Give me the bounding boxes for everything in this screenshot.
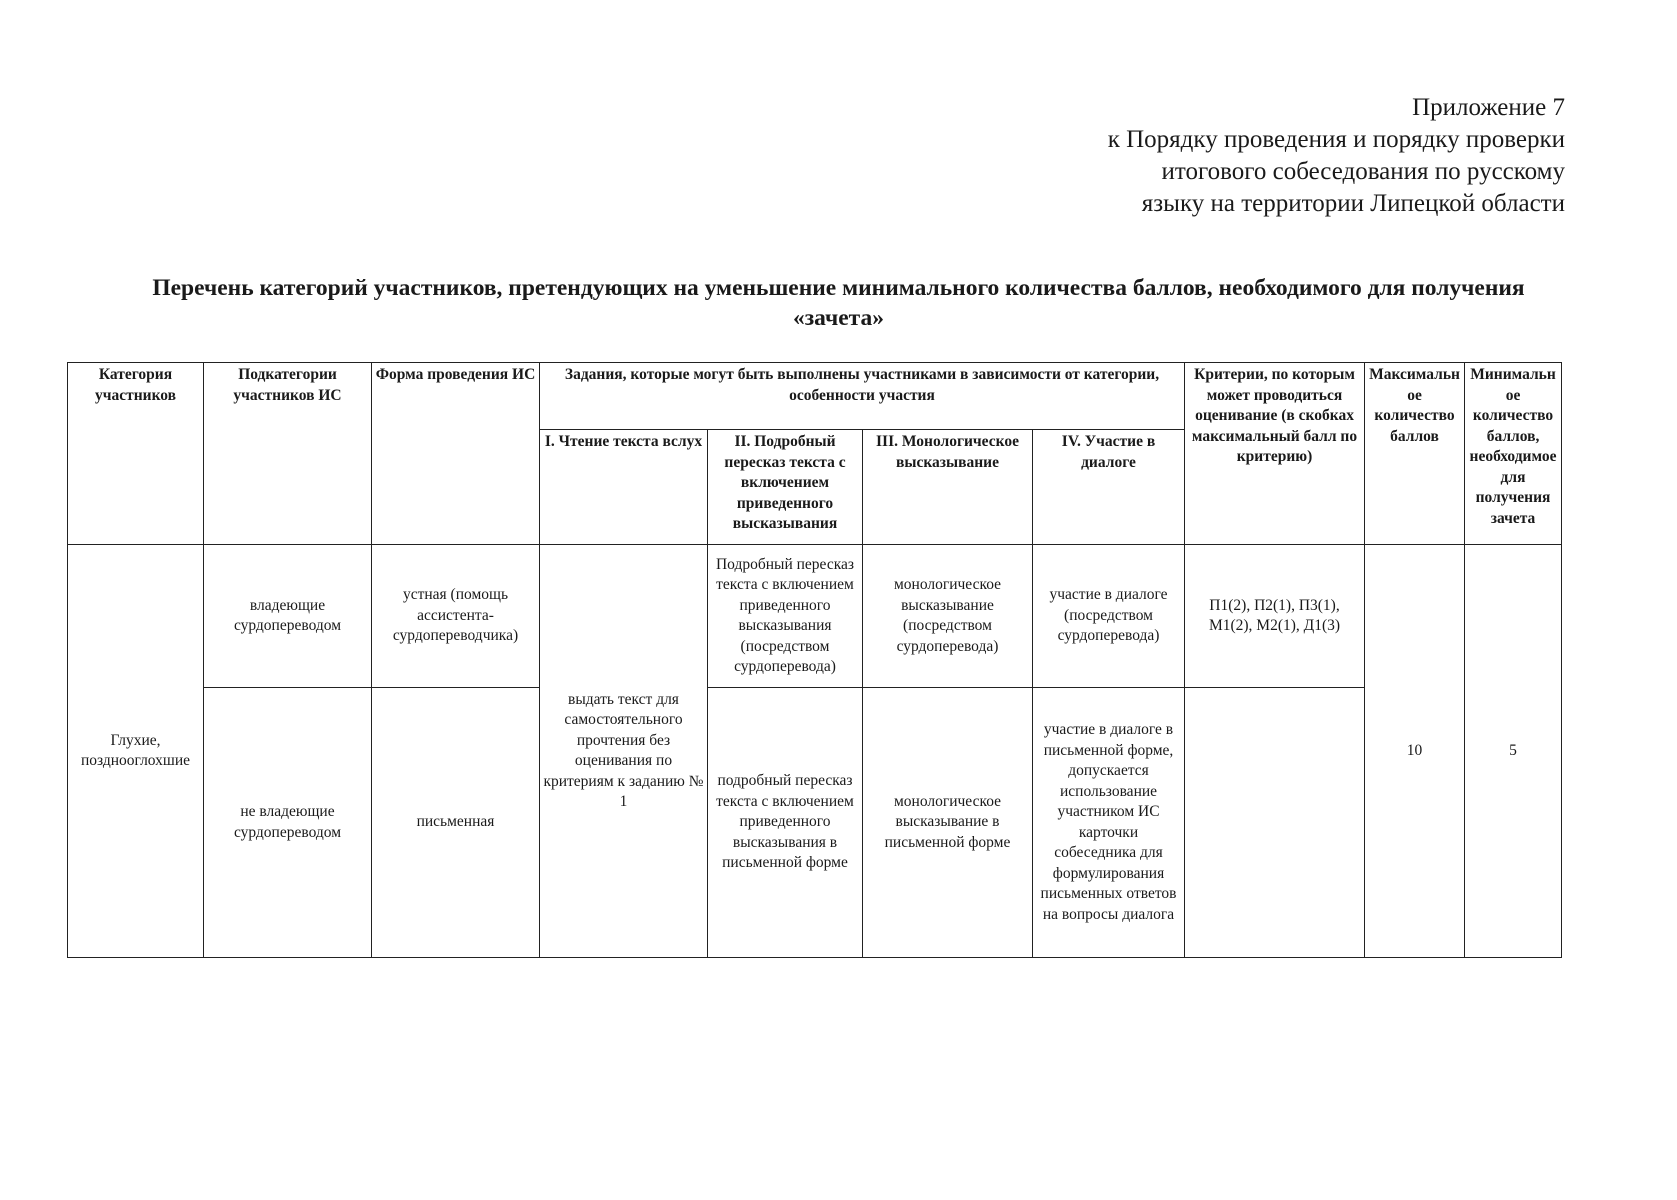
criteria-cell — [1185, 545, 1365, 688]
header-subcategory: Подкатегории участников ИС — [204, 363, 372, 545]
annex-reference-line-1: к Порядку проведения и порядку проверки — [1107, 126, 1565, 153]
reading-task-cell: выдать текст для самостоятельного прочтения без оценивания по критериям к заданию № 1 — [540, 545, 708, 958]
task3-cell: монологическое высказывание в письменной форме — [863, 688, 1033, 958]
form-cell: устная (помощь ассистента-сурдопереводчика) — [372, 545, 540, 688]
subcategory-cell: владеющие сурдопереводом — [204, 545, 372, 688]
table-row — [68, 688, 1562, 958]
categories-table — [67, 362, 1562, 958]
header-min-score: Минимальное количество баллов, необходимое для получения зачета — [1465, 363, 1562, 545]
annex-reference-line-3: языку на территории Липецкой области — [1141, 190, 1565, 217]
task3-cell: монологическое высказывание (посредством сурдоперевода) — [863, 545, 1033, 688]
form-cell: письменная — [372, 688, 540, 958]
header-max-score: Максимальное количество баллов — [1365, 363, 1465, 545]
max-score-cell: 10 — [1365, 545, 1465, 958]
header-task-4: IV. Участие в диалоге — [1033, 430, 1185, 545]
header-form: Форма проведения ИС — [372, 363, 540, 545]
annex-number: Приложение 7 — [1412, 94, 1565, 121]
criteria-continuation-cell — [1185, 688, 1365, 958]
task2-cell: Подробный пересказ текста с включением приведенного высказывания (посредством сурдоперевода) — [708, 545, 863, 688]
annex-reference-line-2: итогового собеседования по русскому — [1161, 158, 1565, 185]
task4-cell: участие в диалоге в письменной форме, допускается использование участником ИС карточки собеседника для формулирования письменных ответов на вопросы диалога — [1033, 688, 1185, 958]
subcategory-cell: не владеющие сурдопереводом — [204, 688, 372, 958]
criteria-value: П1(2), П2(1), П3(1), М1(2), М2(1), Д1(3) — [1208, 596, 1341, 634]
header-category: Категория участников — [68, 363, 204, 545]
annex-header — [1108, 92, 1565, 220]
category-cell: Глухие, позднооглохшие — [68, 545, 204, 958]
table-row — [68, 545, 1562, 688]
header-task-3: III. Монологическое высказывание — [863, 430, 1033, 545]
header-task-1: I. Чтение текста вслух — [540, 430, 708, 545]
min-score-cell: 5 — [1465, 545, 1562, 958]
header-task-2: II. Подробный пересказ текста с включением приведенного высказывания — [708, 430, 863, 545]
header-tasks: Задания, которые могут быть выполнены участниками в зависимости от категории, особенности участия — [540, 363, 1185, 430]
task2-cell: подробный пересказ текста с включением приведенного высказывания в письменной форме — [708, 688, 863, 958]
task4-cell: участие в диалоге (посредством сурдоперевода) — [1033, 545, 1185, 688]
document-title: Перечень категорий участников, претендующих на уменьшение минимального количества баллов, необходимого для получения «зачета» — [152, 275, 1525, 331]
header-criteria: Критерии, по которым может проводиться оценивание (в скобках максимальный балл по критерию) — [1185, 363, 1365, 545]
header-row — [68, 363, 1562, 430]
